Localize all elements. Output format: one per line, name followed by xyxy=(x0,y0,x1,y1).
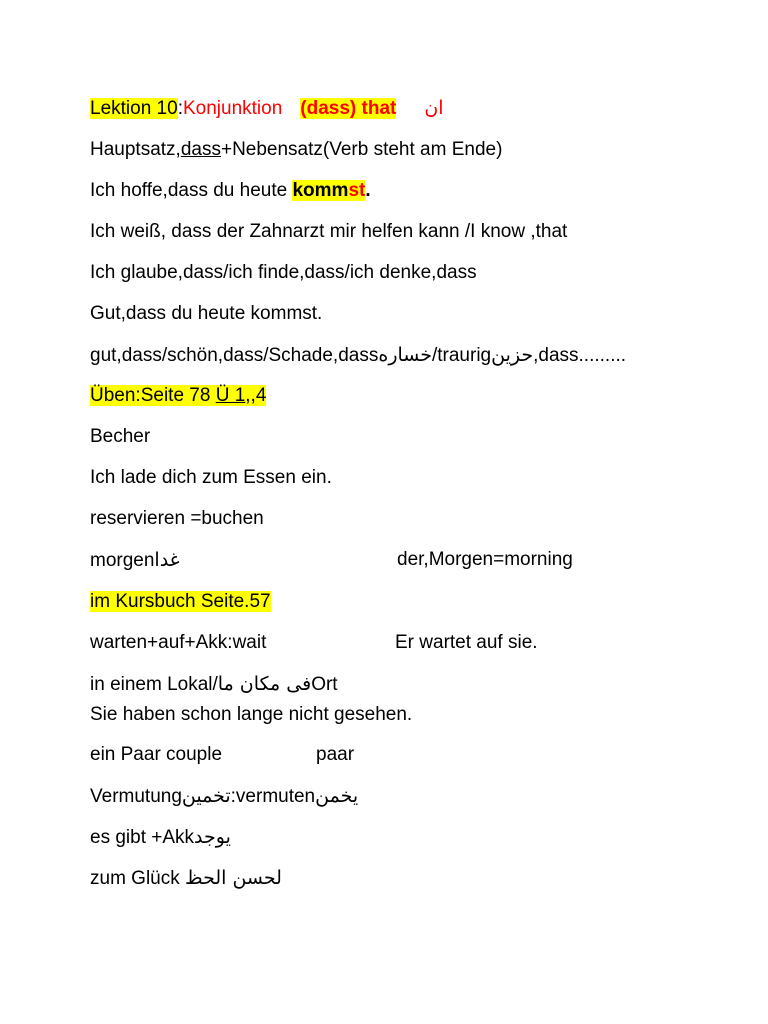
period: . xyxy=(365,180,371,201)
adjective-text: gut,dass/schön,dass/Schade,dass xyxy=(90,345,379,366)
vocab-there-is-line xyxy=(90,825,231,850)
vocab-becher: Becher xyxy=(90,426,151,447)
ort-word: Ort xyxy=(311,674,338,695)
exercise-label: Üben:Seite 78 Ü 1,,4 xyxy=(90,385,267,406)
exercise-line xyxy=(90,384,266,408)
vocab-luck-line xyxy=(90,866,282,891)
tomorrow-word: morgen xyxy=(90,550,155,571)
example-not-seen-line: Sie haben schon lange nicht gesehen. xyxy=(90,704,413,725)
arabic-word-loss: خساره xyxy=(378,344,432,366)
vocab-place-line xyxy=(90,672,338,697)
arabic-guess-verb: يخمن xyxy=(315,785,359,807)
place-text: in einem Lokal/ xyxy=(90,674,218,695)
es-gibt-text: es gibt +Akk xyxy=(90,827,195,848)
example-hope-line xyxy=(90,179,371,203)
topic-label: Konjunktion xyxy=(182,98,283,119)
lesson-number: Lektion 10 xyxy=(90,98,178,119)
example-invite-line: Ich lade dich zum Essen ein. xyxy=(90,467,332,488)
arabic-there-is: يوجد xyxy=(194,826,231,848)
subclause-text: +Nebensatz(Verb steht am Ende) xyxy=(220,139,503,160)
exercise-number: Ü 1 xyxy=(215,385,246,406)
example-believe-line: Ich glaube,dass/ich finde,dass/ich denke,dass xyxy=(90,262,477,283)
arabic-translation: ان xyxy=(424,97,444,119)
main-clause-text: Hauptsatz, xyxy=(90,139,181,160)
arabic-luck: لحسن الحظ xyxy=(185,867,282,889)
example-dentist-line: Ich weiß, dass der Zahnarzt mir helfen kann /I know ,that xyxy=(90,221,568,242)
coursebook-reference: im Kursbuch Seite.57 xyxy=(90,591,271,612)
grammar-rule-line xyxy=(90,138,502,162)
colon: : xyxy=(177,98,183,119)
arabic-place: فى مكان ما xyxy=(217,673,312,695)
adjective-dass-line xyxy=(90,343,626,368)
sad-text: /traurig xyxy=(431,345,492,366)
vocab-couple-line: ein Paar couple xyxy=(90,744,223,765)
example-text: Ich hoffe,dass du heute xyxy=(90,180,293,201)
arabic-guess-noun: تخمين xyxy=(181,785,231,807)
verb-stem: komm xyxy=(292,180,349,201)
vocab-paar: paar xyxy=(316,744,355,765)
vocab-tomorrow-line xyxy=(90,548,180,573)
guess-verb: :vermuten xyxy=(230,786,316,807)
guess-noun: Vermutung xyxy=(90,786,182,807)
luck-text: zum Glück xyxy=(90,868,186,889)
vocab-morning: der,Morgen=morning xyxy=(397,549,573,570)
vocab-wait-line: warten+auf+Akk:wait xyxy=(90,632,267,653)
arabic-word-sad: حزين xyxy=(491,344,534,366)
vocab-guess-line xyxy=(90,784,358,809)
example-wait: Er wartet auf sie. xyxy=(395,632,538,653)
arabic-tomorrow: غدا xyxy=(154,549,180,571)
vocab-reserve-line: reservieren =buchen xyxy=(90,508,264,529)
lesson-title-line xyxy=(90,96,444,121)
conjunction-term: (dass) that xyxy=(300,98,397,119)
dass-trailing: ,dass......... xyxy=(533,345,627,366)
example-good-line: Gut,dass du heute kommst. xyxy=(90,303,323,324)
coursebook-line xyxy=(90,590,271,614)
dass-underlined: dass xyxy=(180,139,221,160)
verb-ending: st xyxy=(348,180,366,201)
